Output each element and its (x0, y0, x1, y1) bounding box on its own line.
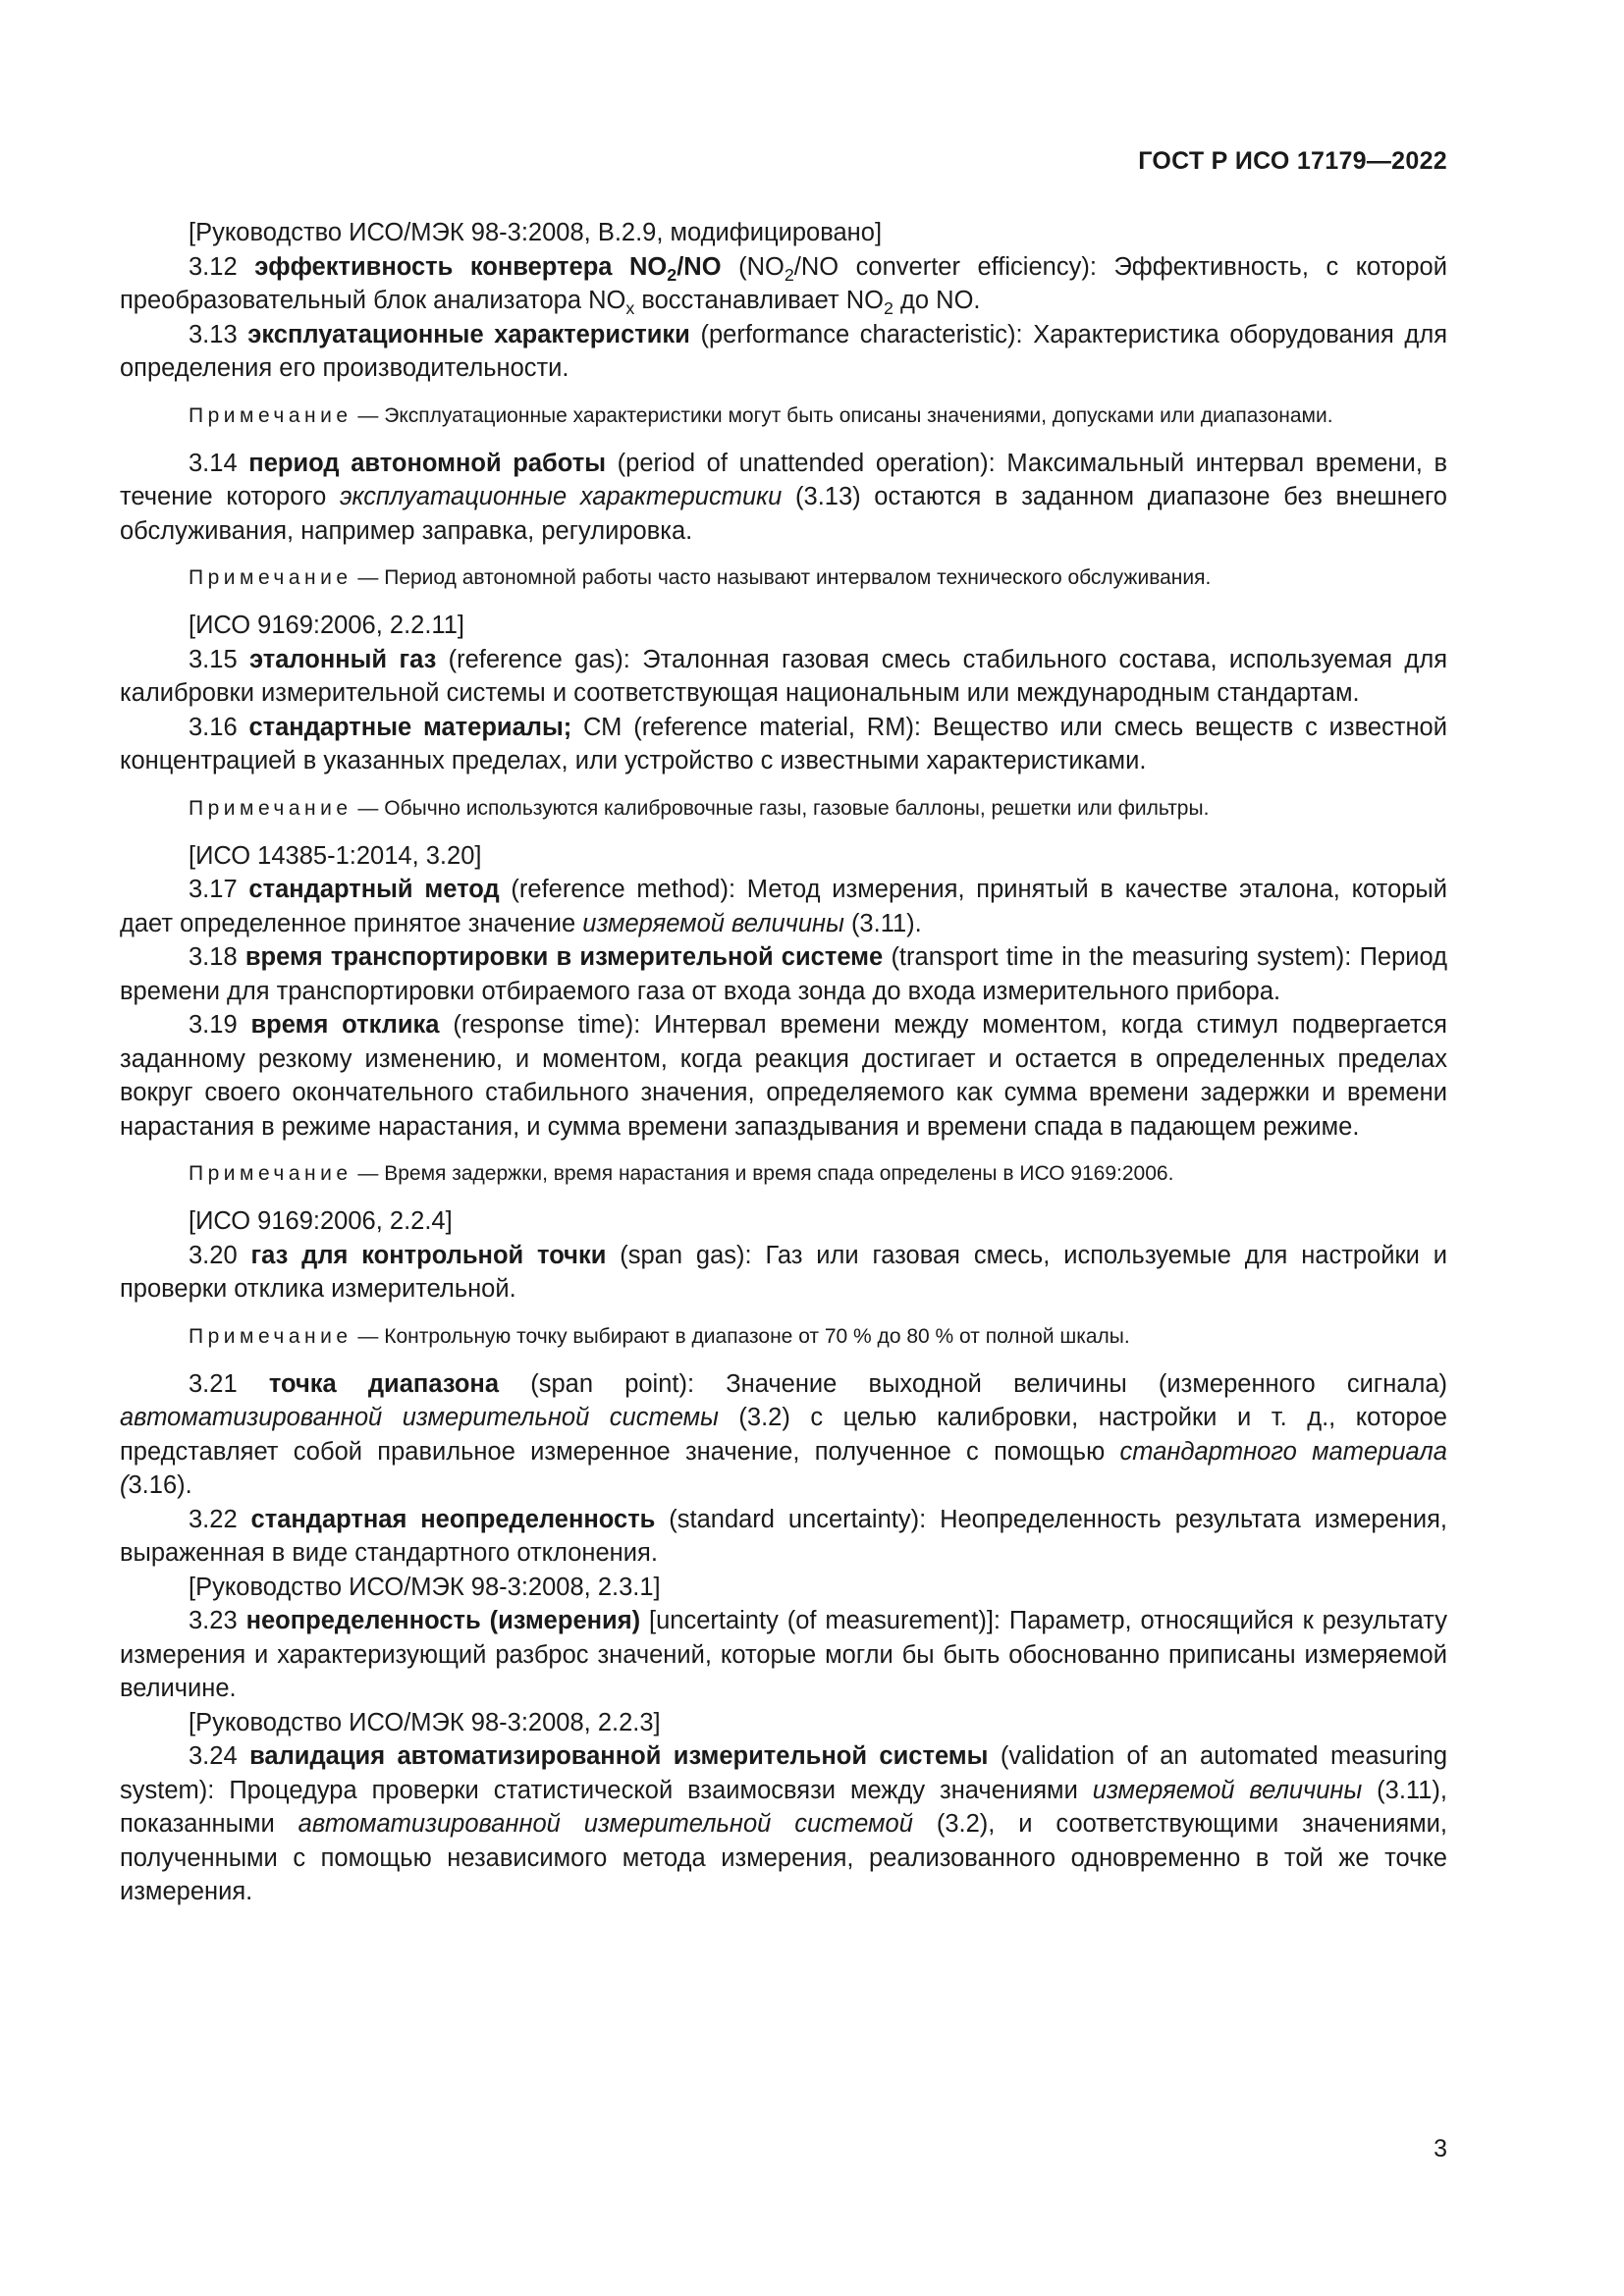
term-title: неопределенность (измерения) (245, 1607, 641, 1634)
term-english: (standard uncertainty): (669, 1505, 927, 1533)
term-definition: Газ или газовая смесь, используемые для настройки и проверки отклика измерительной. (120, 1241, 1447, 1303)
document-code-header: ГОСТ Р ИСО 17179—2022 (1138, 147, 1447, 175)
term-title: стандартный метод (248, 876, 500, 903)
definition-number: 3.13 (189, 320, 238, 348)
term-title: эффективность конвертера $NO_2/NO$ (254, 252, 722, 285)
definition-number: 3.17 (189, 876, 238, 903)
note (120, 563, 1447, 593)
definition-number: 3.12 (189, 252, 238, 281)
term-definition: Значение выходной величины (измеренного сигнала) автоматизированной измерительной системы (3.2) с целью калибровки, настройки и т. д., которое представляет собой правильное измеренное значение, полученное с помощью стандартного материала (3.16). (120, 1369, 1448, 1499)
term-english: (span point): (530, 1369, 695, 1398)
term-definition: Период времени для транспортировки отбираемого газа от входа зонда до входа измерительного прибора. (120, 943, 1448, 1005)
definition-number: 3.21 (189, 1369, 238, 1398)
note-label: Примечание (189, 796, 352, 820)
term-title: валидация автоматизированной измерительной системы (249, 1742, 989, 1770)
term-definition: Вещество или смесь веществ с известной концентрацией в указанных пределах, или устройство с известными характеристиками. (120, 713, 1447, 774)
definition-3-14 (120, 447, 1447, 549)
term-definition: Процедура проверки статистической взаимосвязи между значениями измеряемой величины (3.11), показанными автоматизированной измерительной системой (3.2), и соответствующими значениями, полученными с помощью независимого метода измерения, реализованного одновременно в той же точке измерения. (120, 1776, 1447, 1905)
definition-number: 3.24 (189, 1742, 238, 1770)
term-english: СМ (reference material, RM): (583, 713, 922, 741)
term-english: (validation of an automated measuring system): (120, 1742, 1448, 1804)
term-title: стандартные материалы; (248, 713, 572, 741)
term-english: (span gas): (620, 1241, 752, 1269)
note-text: — Период автономной работы часто называют интервалом технического обслуживания. (352, 566, 1212, 589)
definition-3-21 (120, 1367, 1447, 1503)
note-label: Примечание (189, 1162, 352, 1185)
definition-number: 3.15 (189, 645, 238, 673)
definition-number: 3.19 (189, 1011, 238, 1039)
definition-number: 3.18 (189, 943, 238, 971)
term-title: время транспортировки в измерительной системе (244, 943, 884, 971)
note-label: Примечание (189, 1324, 352, 1348)
source-reference: [Руководство ИСО/МЭК 98-3:2008, В.2.9, модифицировано] (189, 219, 883, 246)
source-reference: [ИСО 14385-1:2014, 3.20] (189, 841, 482, 870)
source-reference: [Руководство ИСО/МЭК 98-3:2008, 2.3.1] (189, 1573, 661, 1601)
note-label: Примечание (189, 566, 352, 589)
term-english: (reference method): (511, 876, 736, 903)
term-definition: Параметр, относящийся к результату измерения и характеризующий разброс значений, которые могли бы быть обоснованно приписаны измеряемой величине. (120, 1607, 1447, 1702)
term-definition: Эталонная газовая смесь стабильного состава, используемая для калибровки измерительной системы и соответствующая национальным или международным стандартам. (120, 645, 1448, 707)
term-title: точка диапазона (268, 1369, 500, 1398)
term-english: (performance characteristic): (700, 320, 1023, 348)
term-english: ($NO_2/NO$ converter efficiency): (738, 252, 1097, 285)
source-reference: [ИСО 9169:2006, 2.2.4] (189, 1207, 453, 1235)
page-number: 3 (1434, 2135, 1447, 2163)
definition-3-16 (120, 711, 1447, 778)
definition-3-13 (120, 318, 1447, 386)
definition-number: 3.14 (189, 449, 238, 477)
definition-3-22 (120, 1503, 1447, 1571)
term-definition: Интервал времени между моментом, когда стимул подвергается заданному резкому изменению, и моментом, когда реакция достигает и остается в определенных пределах вокруг своего окончательного стабильного значения, определяемого как сумма времени задержки и времени нарастания в режиме нарастания, и сумма времени запаздывания и времени спада в падающем режиме. (120, 1011, 1447, 1141)
term-english: (transport time in the measuring system): (891, 943, 1352, 971)
note (120, 401, 1447, 431)
source-reference: [Руководство ИСО/МЭК 98-3:2008, 2.2.3] (189, 1708, 661, 1736)
definition-number: 3.23 (189, 1607, 238, 1634)
term-definition: Эффективность, с которой преобразовательный блок анализатора $NO_x$ восстанавливает $NO_2$ до NO. (120, 252, 1447, 319)
term-english: [uncertainty (of measurement)]: (649, 1607, 1001, 1634)
term-title: газ для контрольной точки (250, 1241, 607, 1269)
definition-number: 3.20 (189, 1241, 238, 1269)
definition-number: 3.22 (189, 1505, 238, 1533)
definition-3-20 (120, 1239, 1447, 1307)
definition-number: 3.16 (189, 713, 238, 741)
note (120, 1322, 1447, 1352)
term-english: (response time): (453, 1011, 641, 1039)
definition-3-24 (120, 1739, 1447, 1909)
term-title: время отклика (250, 1011, 440, 1039)
note-text: — Время задержки, время нарастания и время спада определены в ИСО 9169:2006. (352, 1162, 1174, 1185)
term-title: эксплуатационные характеристики (247, 320, 690, 348)
definition-3-19 (120, 1008, 1447, 1144)
document-body (120, 216, 1447, 1909)
term-definition: Характеристика оборудования для определения его производительности. (120, 320, 1448, 382)
definition-3-18 (120, 940, 1447, 1008)
term-english: (period of unattended operation): (617, 449, 996, 477)
definition-3-17 (120, 873, 1447, 940)
note-text: — Обычно используются калибровочные газы, газовые баллоны, решетки или фильтры. (352, 796, 1210, 820)
note (120, 1159, 1447, 1189)
source-reference: [ИСО 9169:2006, 2.2.11] (189, 612, 464, 639)
definition-3-15 (120, 643, 1447, 711)
term-definition: Метод измерения, принятый в качестве эталона, который дает определенное принятое значение измеряемой величины (3.11). (120, 876, 1448, 937)
note (120, 794, 1447, 824)
term-title: стандартная неопределенность (250, 1505, 656, 1533)
term-title: эталонный газ (249, 645, 437, 673)
term-title: период автономной работы (248, 449, 606, 477)
definition-3-23 (120, 1604, 1447, 1706)
term-definition: Неопределенность результата измерения, выраженная в виде стандартного отклонения. (120, 1505, 1447, 1567)
note-text: — Эксплуатационные характеристики могут быть описаны значениями, допусками или диапазонами. (352, 403, 1333, 427)
note-text: — Контрольную точку выбирают в диапазоне от 70 % до 80 % от полной шкалы. (352, 1324, 1130, 1348)
term-definition: Максимальный интервал времени, в течение которого эксплуатационные характеристики (3.13) остаются в заданном диапазоне без внешнего обслуживания, например заправка, регулировка. (120, 449, 1448, 545)
term-english: (reference gas): (448, 645, 630, 673)
note-label: Примечание (189, 403, 352, 427)
definition-3-12 (120, 250, 1447, 318)
